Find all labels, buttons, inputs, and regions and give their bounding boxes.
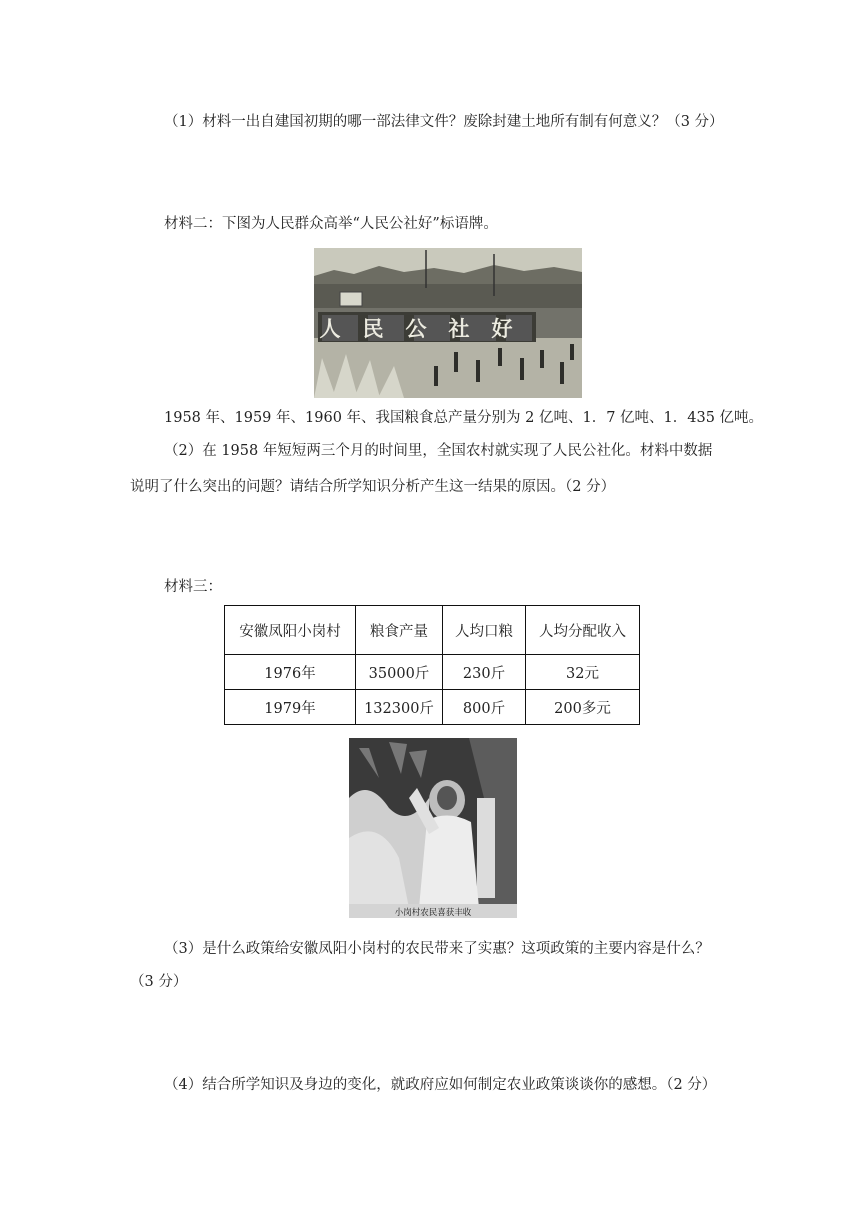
table-header-cell: 安徽凤阳小岗村: [225, 606, 356, 655]
table-header-cell: 人均口粮: [443, 606, 526, 655]
question-3-line-1: （3）是什么政策给安徽凤阳小岗村的农民带来了实惠？这项政策的主要内容是什么？: [164, 941, 710, 957]
people-commune-photo: [314, 248, 582, 398]
question-3-line-2: （3 分）: [130, 974, 188, 990]
table-header-cell: 粮食产量: [356, 606, 443, 655]
table-cell: 132300斤: [356, 690, 443, 725]
material-2-data-line: 1958 年、1959 年、1960 年、我国粮食总产量分别为 2 亿吨、1．7 亿吨、1．435 亿吨。: [164, 410, 764, 426]
table-row: [225, 690, 640, 725]
question-2-line-2: 说明了什么突出的问题？请结合所学知识分析产生这一结果的原因。（2 分）: [130, 479, 616, 495]
xiaogang-harvest-photo-art: [349, 738, 517, 918]
material-3-intro: 材料三：: [164, 579, 222, 595]
xiaogang-data-table: [224, 605, 640, 725]
table-cell: 230斤: [443, 655, 526, 690]
table-row: [225, 655, 640, 690]
material-2-intro: 材料二：下图为人民群众高举“人民公社好”标语牌。: [164, 216, 498, 232]
people-commune-photo-art: [314, 248, 582, 398]
table-header-cell: 人均分配收入: [526, 606, 640, 655]
table-cell: 800斤: [443, 690, 526, 725]
photo-caption: 小岗村农民喜获丰收: [394, 908, 472, 918]
question-4: （4）结合所学知识及身边的变化，就政府应如何制定农业政策谈谈你的感想。（2 分）: [164, 1077, 717, 1093]
table-cell: 32元: [526, 655, 640, 690]
table-cell: 1976年: [225, 655, 356, 690]
question-1: （1）材料一出自建国初期的哪一部法律文件？废除封建土地所有制有何意义？（3 分）: [164, 114, 724, 130]
table-cell: 200多元: [526, 690, 640, 725]
banner-text: 人民公社好: [319, 317, 535, 341]
question-2-line-1: （2）在 1958 年短短两三个月的时间里，全国农村就实现了人民公社化。材料中数据: [164, 443, 713, 459]
table-cell: 35000斤: [356, 655, 443, 690]
xiaogang-harvest-photo: [349, 738, 517, 918]
table-header-row: [225, 606, 640, 655]
table-cell: 1979年: [225, 690, 356, 725]
